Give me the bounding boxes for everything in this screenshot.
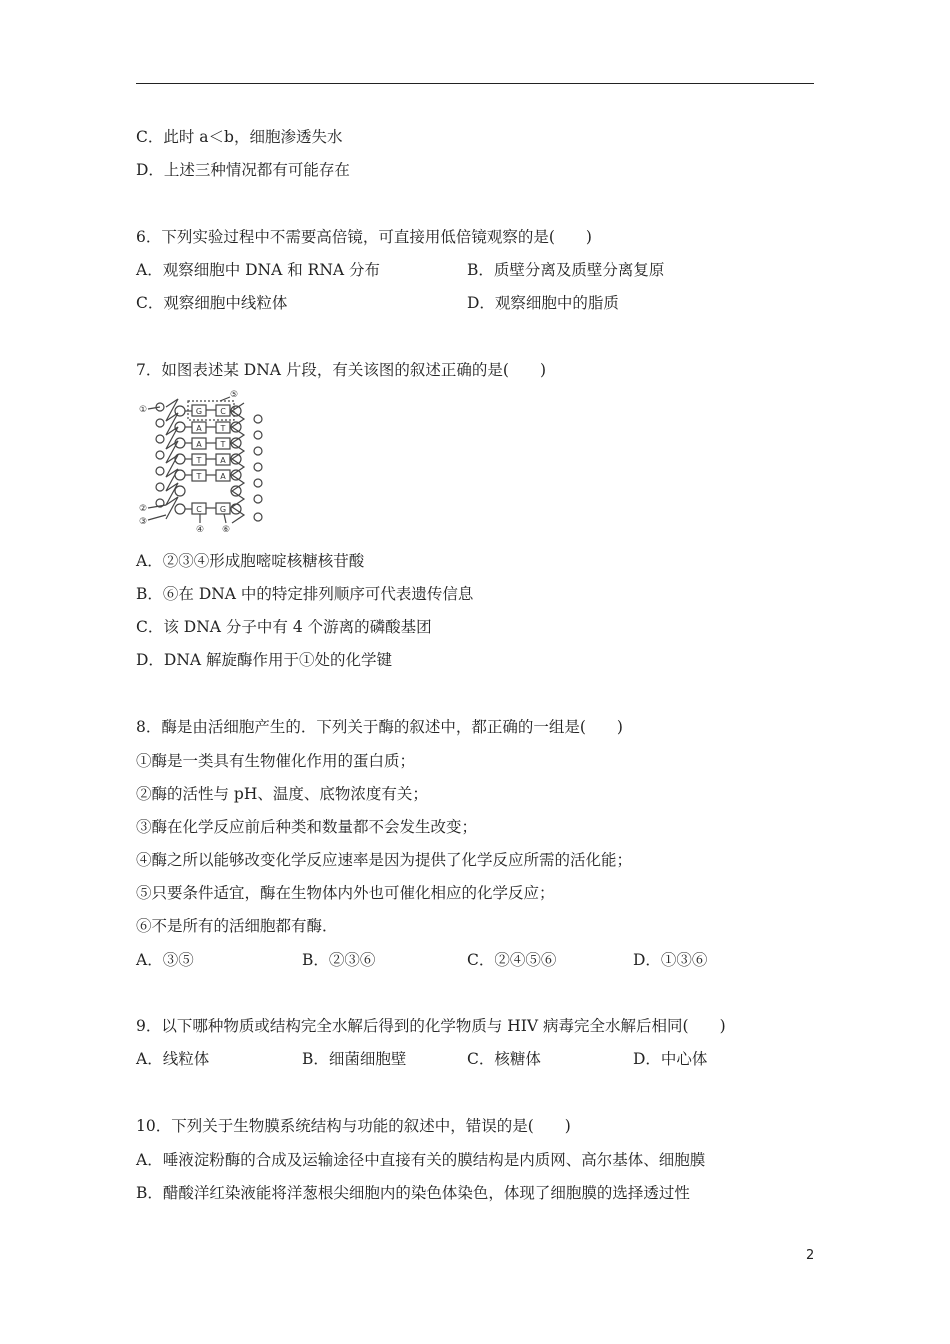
pair-2-right: T — [220, 424, 226, 433]
q9-option-b: B．细菌细胞壁 — [302, 1050, 407, 1068]
q10-option-a: A．唾液淀粉酶的合成及运输途径中直接有关的膜结构是内质网、高尔基体、细胞膜 — [136, 1151, 706, 1169]
q8-option-a: A．③⑤ — [136, 951, 194, 969]
q9-option-c: C．核糖体 — [467, 1050, 541, 1068]
header-rule — [136, 83, 814, 84]
figure-label-3: ③ — [138, 517, 148, 527]
q5-option-d: D．上述三种情况都有可能存在 — [136, 161, 350, 179]
q10-stem: 10．下列关于生物膜系统结构与功能的叙述中，错误的是( ) — [136, 1117, 571, 1135]
figure-label-1: ① — [138, 405, 148, 415]
pair-6-left: C — [196, 505, 202, 514]
q8-statement-2: ②酶的活性与 pH、温度、底物浓度有关； — [136, 785, 428, 803]
pair-5-right: A — [220, 472, 226, 481]
figure-label-6: ⑥ — [221, 525, 231, 534]
q8-stem: 8．酶是由活细胞产生的．下列关于酶的叙述中，都正确的一组是( ) — [136, 718, 623, 736]
q8-statement-3: ③酶在化学反应前后种类和数量都不会发生改变； — [136, 818, 478, 836]
pair-1-left: G — [195, 407, 203, 416]
pair-3-left: A — [196, 440, 202, 449]
pair-4-left: T — [196, 456, 202, 465]
figure-label-2: ② — [138, 504, 148, 514]
q8-option-d: D．①③⑥ — [633, 951, 708, 969]
pair-2-left: A — [196, 424, 202, 433]
q8-statement-4: ④酶之所以能够改变化学反应速率是因为提供了化学反应所需的活化能； — [136, 851, 633, 869]
q7-stem: 7．如图表述某 DNA 片段，有关该图的叙述正确的是( ) — [136, 361, 546, 379]
dna-fragment-figure — [136, 389, 270, 534]
pair-6-right: G — [219, 505, 227, 514]
q7-option-c: C．该 DNA 分子中有 4 个游离的磷酸基团 — [136, 618, 432, 636]
q7-option-a: A．②③④形成胞嘧啶核糖核苷酸 — [136, 552, 365, 570]
pair-1-right: C — [220, 407, 226, 416]
q9-option-d: D．中心体 — [633, 1050, 708, 1068]
pair-5-left: T — [196, 472, 202, 481]
q8-option-b: B．②③⑥ — [302, 951, 376, 969]
pair-3-right: T — [220, 440, 226, 449]
q7-option-d: D．DNA 解旋酶作用于①处的化学键 — [136, 651, 393, 669]
q8-statement-5: ⑤只要条件适宜，酶在生物体内外也可催化相应的化学反应； — [136, 884, 555, 902]
q6-option-b: B．质壁分离及质壁分离复原 — [467, 261, 665, 279]
q8-statement-1: ①酶是一类具有生物催化作用的蛋白质； — [136, 752, 416, 770]
q5-option-c: C．此时 a＜b，细胞渗透失水 — [136, 128, 343, 146]
q10-option-b: B．醋酸洋红染液能将洋葱根尖细胞内的染色体染色，体现了细胞膜的选择透过性 — [136, 1184, 690, 1202]
q8-option-c: C．②④⑤⑥ — [467, 951, 557, 969]
page-number: 2 — [806, 1248, 815, 1263]
figure-label-4: ④ — [195, 525, 205, 534]
q9-stem: 9．以下哪种物质或结构完全水解后得到的化学物质与 HIV 病毒完全水解后相同( ) — [136, 1017, 726, 1035]
pair-4-right: A — [220, 456, 226, 465]
q9-option-a: A．线粒体 — [136, 1050, 210, 1068]
q8-statement-6: ⑥不是所有的活细胞都有酶． — [136, 917, 338, 935]
q7-option-b: B．⑥在 DNA 中的特定排列顺序可代表遗传信息 — [136, 585, 474, 603]
q6-stem: 6．下列实验过程中不需要高倍镜，可直接用低倍镜观察的是( ) — [136, 228, 592, 246]
q6-option-c: C．观察细胞中线粒体 — [136, 294, 288, 312]
q6-option-d: D．观察细胞中的脂质 — [467, 294, 619, 312]
q6-option-a: A．观察细胞中 DNA 和 RNA 分布 — [136, 261, 381, 279]
figure-label-5: ⑤ — [229, 390, 239, 400]
